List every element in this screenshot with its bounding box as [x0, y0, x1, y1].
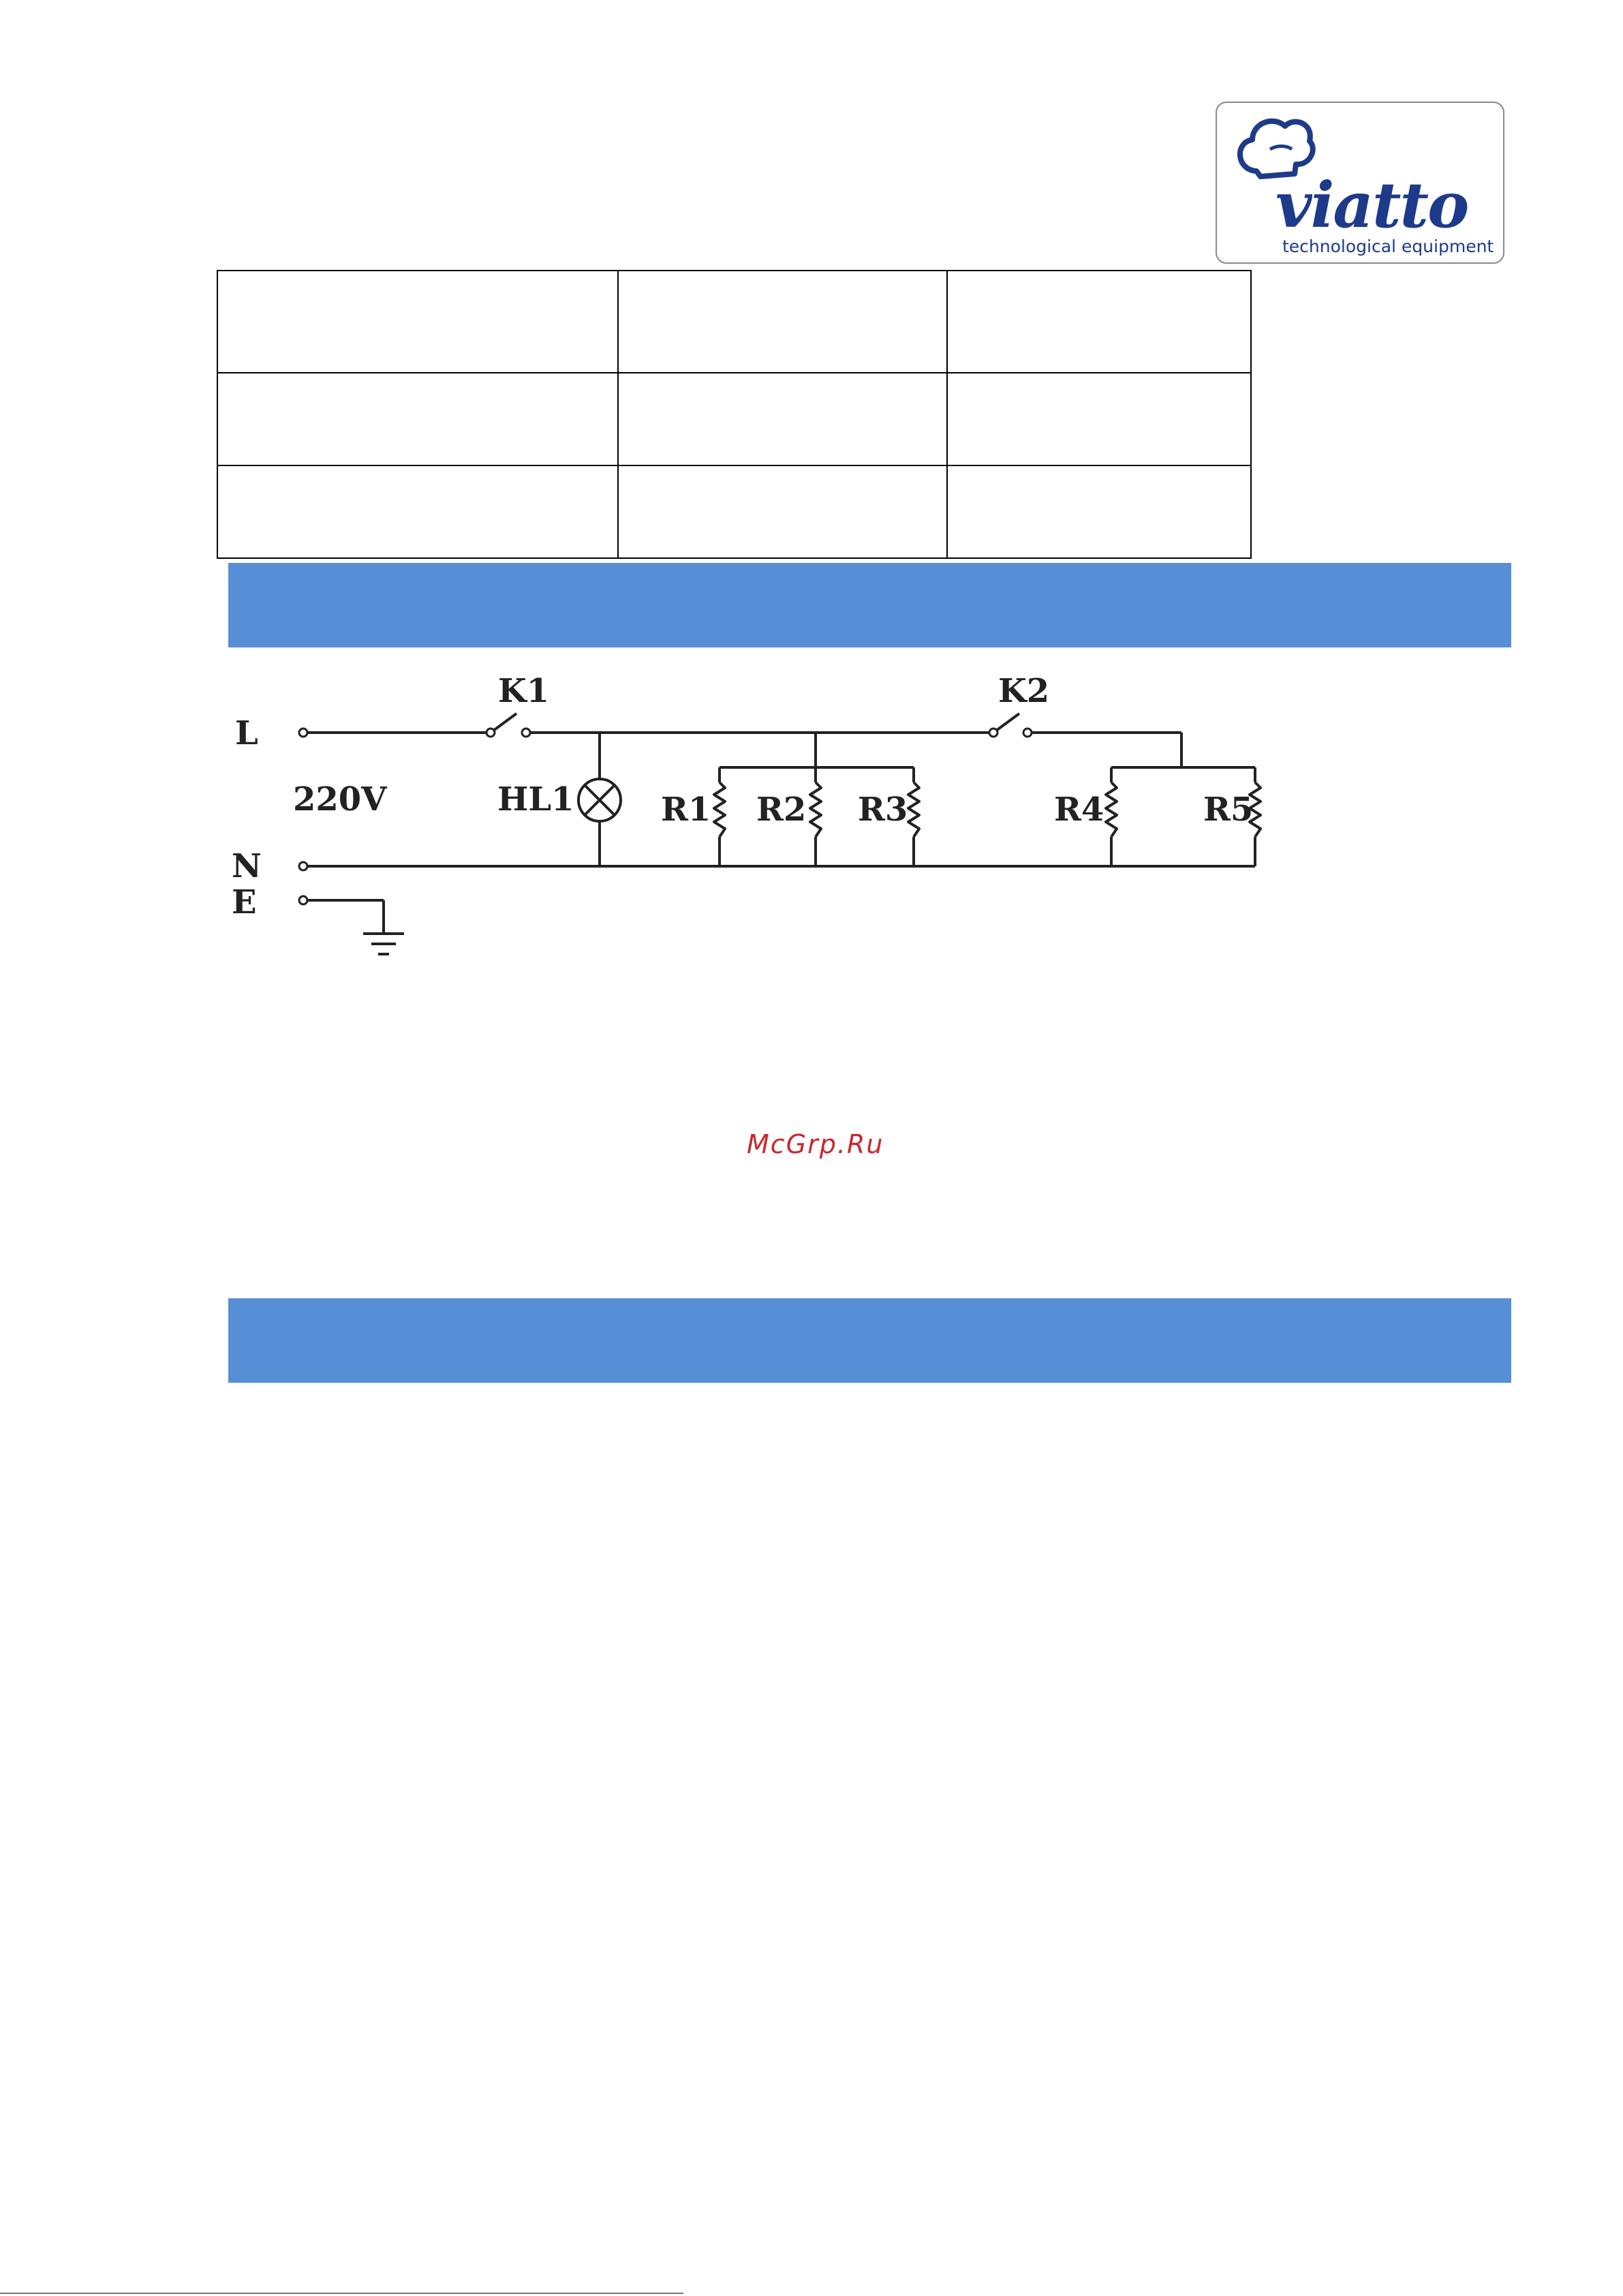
resistor-r4-icon [1106, 782, 1117, 837]
label-hl1: HL1 [497, 780, 574, 818]
label-r5: R5 [1203, 791, 1254, 829]
label-k1: K1 [498, 672, 550, 710]
lamp-hl1-icon [578, 779, 621, 821]
label-r1: R1 [661, 791, 711, 829]
logo-brand: viatto [1276, 168, 1468, 242]
label-line: L [235, 714, 258, 752]
resistor-r1-icon [714, 782, 725, 837]
label-r3: R3 [858, 791, 908, 829]
label-r4: R4 [1054, 791, 1104, 829]
switch-k1-icon [486, 714, 530, 737]
section-header-band [228, 1298, 1511, 1383]
footer-divider [0, 2293, 683, 2294]
wiring-diagram [0, 0, 1623, 988]
ground-icon [363, 934, 404, 954]
logo-tagline: technological equipment [1282, 236, 1494, 256]
switch-k2-icon [989, 714, 1032, 737]
label-earth: E [232, 883, 257, 921]
watermark: McGrp.Ru [747, 1129, 884, 1159]
label-voltage: 220V [293, 780, 387, 818]
label-r2: R2 [756, 791, 807, 829]
label-neutral: N [232, 847, 262, 885]
resistor-r3-icon [908, 782, 919, 837]
resistor-r2-icon [810, 782, 821, 837]
label-k2: K2 [998, 672, 1050, 710]
